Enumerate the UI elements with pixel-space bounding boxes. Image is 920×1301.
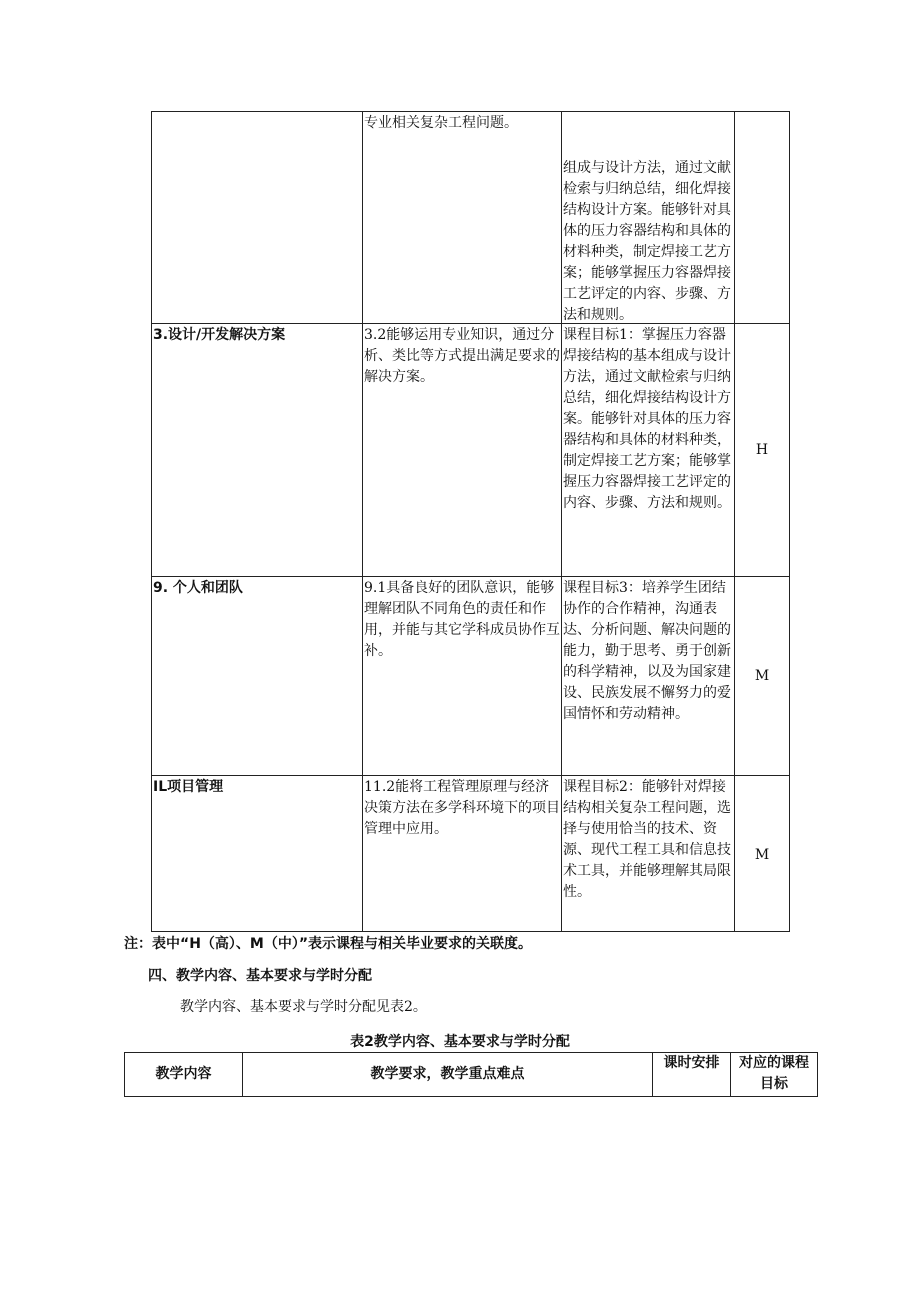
row0-indicator: 专业相关复杂工程问题。 [364, 115, 518, 131]
table2-caption: 表2教学内容、基本要求与学时分配 [350, 1034, 570, 1050]
table2-header-content: 教学内容 [155, 1066, 212, 1082]
row1-goal: 课程目标1：掌握压力容器焊接结构的基本组成与设计方法，通过文献检索与归纳总结，细化焊接结构设计方案。能够针对具体的压力容器结构和具体的材料种类，制定焊接工艺方案；能够掌握压力容器焊接工艺评定的内容、步骤、方法和规则。 [563, 327, 731, 511]
table2-header-goal: 对应的课程目标 [739, 1055, 809, 1092]
row3-requirement: IL项目管理 [153, 779, 224, 795]
table-note: 注：表中“H（高）、M（中）”表示课程与相关毕业要求的关联度。 [124, 936, 533, 952]
section-heading: 四、教学内容、基本要求与学时分配 [148, 968, 372, 984]
table2-header-requirements: 教学要求，教学重点难点 [370, 1066, 525, 1082]
row1-indicator: 3.2能够运用专业知识，通过分析、类比等方式提出满足要求的解决方案。 [364, 327, 560, 385]
row1-requirement: 3.设计/开发解决方案 [153, 327, 286, 343]
row3-goal: 课程目标2：能够针对焊接结构相关复杂工程问题，选择与使用恰当的技术、资源、现代工程工具和信息技术工具，并能够理解其局限性。 [563, 779, 731, 900]
body-paragraph: 教学内容、基本要求与学时分配见表2。 [180, 999, 427, 1015]
row2-goal: 课程目标3：培养学生团结协作的合作精神，沟通表达、分析问题、解决问题的能力，勤于思考、勇于创新的科学精神，以及为国家建设、民族发展不懈努力的爱国情怀和劳动精神。 [563, 580, 731, 722]
row0-goal: 组成与设计方法，通过文献检索与归纳总结，细化焊接结构设计方案。能够针对具体的压力容器结构和具体的材料种类，制定焊接工艺方案；能够掌握压力容器焊接工艺评定的内容、步骤、方法和规则。 [563, 160, 731, 323]
row1-level: H [755, 442, 769, 458]
row2-level: M [754, 668, 770, 684]
row2-requirement: 9. 个人和团队 [153, 580, 243, 596]
row2-indicator: 9.1具备良好的团队意识，能够理解团队不同角色的责任和作用，并能与其它学科成员协作互补。 [364, 580, 560, 659]
row3-indicator: 11.2能将工程管理原理与经济决策方法在多学科环境下的项目管理中应用。 [364, 779, 560, 837]
table2-header-hours: 课时安排 [663, 1055, 720, 1071]
row3-level: M [754, 847, 770, 863]
